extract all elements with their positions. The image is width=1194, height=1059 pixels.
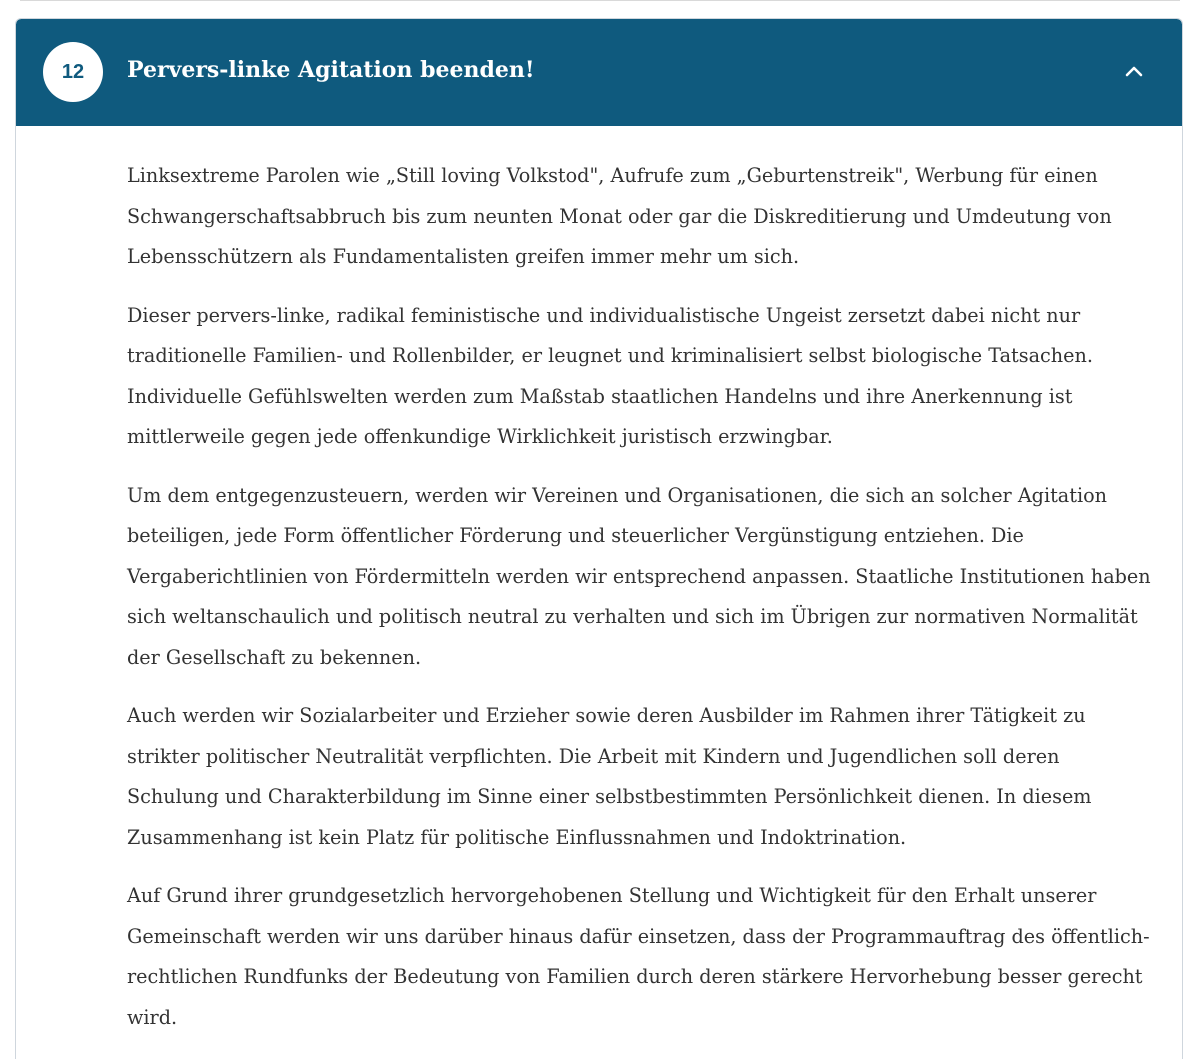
body-paragraph: Auch werden wir Sozialarbeiter und Erzieher sowie deren Ausbilder im Rahmen ihrer Tätigkeit zu strikter politischer Neutralität verpflichten. Die Arbeit mit Kindern und Jugendlichen soll deren Schulung und Charakterbildung im Sinne einer selbstbestimmten Persönlichkeit dienen. In diesem Zusammenhang ist kein Platz für politische Einflussnahmen und Indoktrination. bbox=[127, 704, 1092, 849]
body-paragraph: Auf Grund ihrer grundgesetzlich hervorgehobenen Stellung und Wichtigkeit für den Erhalt unserer Gemeinschaft werden wir uns darüber hinaus dafür einsetzen, dass der Programmauftrag des öffentlich-rechtlichen Rundfunks der Bedeutung von Familien durch deren stärkere Hervorhebung besser gerecht wird. bbox=[127, 884, 1150, 1029]
body-paragraph: Dieser pervers-linke, radikal feministische und individualistische Ungeist zersetzt dabei nicht nur traditionelle Familien- und Rollenbilder, er leugnet und kriminalisiert selbst biologische Tatsachen. Individuelle Gefühlswelten werden zum Maßstab staatlichen Handelns und ihre Anerkennung ist mittlerweile gegen jede offenkundige Wirklichkeit juristisch erzwingbar. bbox=[127, 303, 1093, 448]
chevron-up-icon[interactable] bbox=[1122, 60, 1146, 84]
accordion-title: Pervers-linke Agitation beenden! bbox=[127, 57, 535, 83]
item-number-badge: 12 bbox=[43, 42, 103, 102]
body-paragraph: Linksextreme Parolen wie „Still loving Volkstod", Aufrufe zum „Geburtenstreik", Werbung für einen Schwangerschaftsabbruch bis zum neunten Monat oder gar die Diskreditierung und Umdeutung von Lebensschützern als Fundamentalisten greifen immer mehr um sich. bbox=[127, 164, 1112, 268]
body-paragraph: Um dem entgegenzusteuern, werden wir Vereinen und Organisationen, die sich an solcher Agitation beteiligen, jede Form öffentlicher Förderung und steuerlicher Vergünstigung entziehen. Die Vergaberichtlinien von Fördermitteln werden wir entsprechend anpassen. Staatliche Institutionen haben sich weltanschaulich und politisch neutral zu verhalten und sich im Übrigen zur normativen Normalität der Gesellschaft zu bekennen. bbox=[127, 483, 1151, 669]
accordion-header[interactable] bbox=[16, 19, 1182, 126]
accordion-body bbox=[127, 156, 1157, 1056]
accordion-item bbox=[15, 18, 1183, 1059]
section-divider bbox=[20, 0, 1180, 1]
